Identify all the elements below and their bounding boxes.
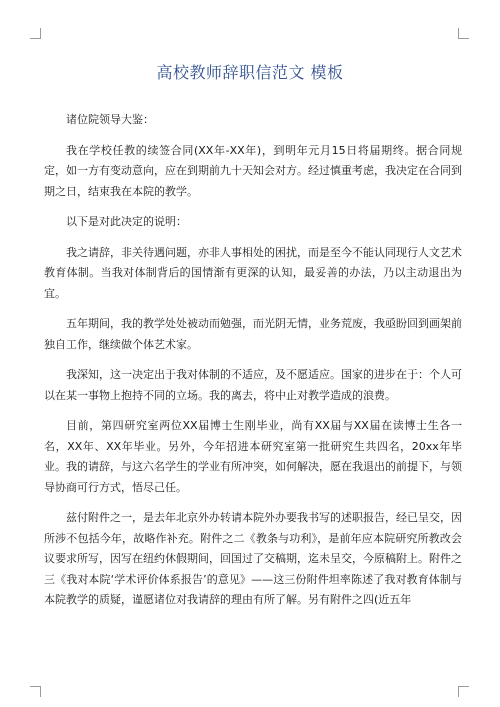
document-title: 高校教师辞职信范文 模板 (156, 63, 344, 82)
salutation: 诸位院领导大鉴： (66, 113, 154, 126)
crop-mark-top-right (458, 28, 469, 39)
crop-mark-bottom-right (458, 686, 469, 697)
crop-mark-top-left (30, 28, 41, 39)
paragraph: 兹付附件之一，是去年北京外办转请本院外办要我书写的述职报告，经已呈交，因所涉不包括今年，故略作补充。附件之二《教条与功利》，是前年应本院研究所教改会议要求所写，因写在纽约休假期间，回国过了交稿期，迄未呈交，今原稿附上。附件之三《我对本院‘学术评价体系报告’的意见》——这三份附件坦率陈述了我对教育体制与本院教学的质疑，谨愿诸位对我请辞的理由有所了解。另有附件之四(近五年 (44, 511, 462, 606)
paragraph: 我在学校任教的续签合同(XX年-XX年)，到明年元月15日将届期终。据合同规定，如一方有变动意向，应在到期前九十天知会对方。经过慎重考虑，我决定在合同到期之日，结束我在本院的教学。 (44, 143, 462, 198)
crop-mark-bottom-left (30, 686, 41, 697)
paragraph: 以下是对此决定的说明： (66, 215, 187, 228)
paragraph: 我之请辞，非关待遇问题，亦非人事相处的困扰，而是至今不能认同现行人文艺术教育体制。当我对体制背后的国情渐有更深的认知，最妥善的办法，乃以主动退出为宜。 (44, 245, 462, 300)
paragraph: 我深知，这一决定出于我对体制的不适应，及不愿适应。国家的进步在于：个人可以在某一事物上抱持不同的立场。我的离去，将中止对教学造成的浪费。 (44, 368, 462, 402)
document-body (44, 110, 462, 621)
paragraph: 目前，第四研究室两位XX届博士生刚毕业，尚有XX届与XX届在读博士生各一名，XX年、XX年毕业。另外，今年招进本研究室第一批研究生共四名，20xx年毕业。我的请辞，与这六名学生的学业有所冲突，如何解决，愿在我退出的前提下，与领导协商可行方式，悟尽己任。 (44, 419, 462, 494)
paragraph: 五年期间，我的教学处处被动而勉强，而光阴无情，业务荒废，我亟盼回到画架前独自工作，继续做个体艺术家。 (44, 317, 462, 351)
